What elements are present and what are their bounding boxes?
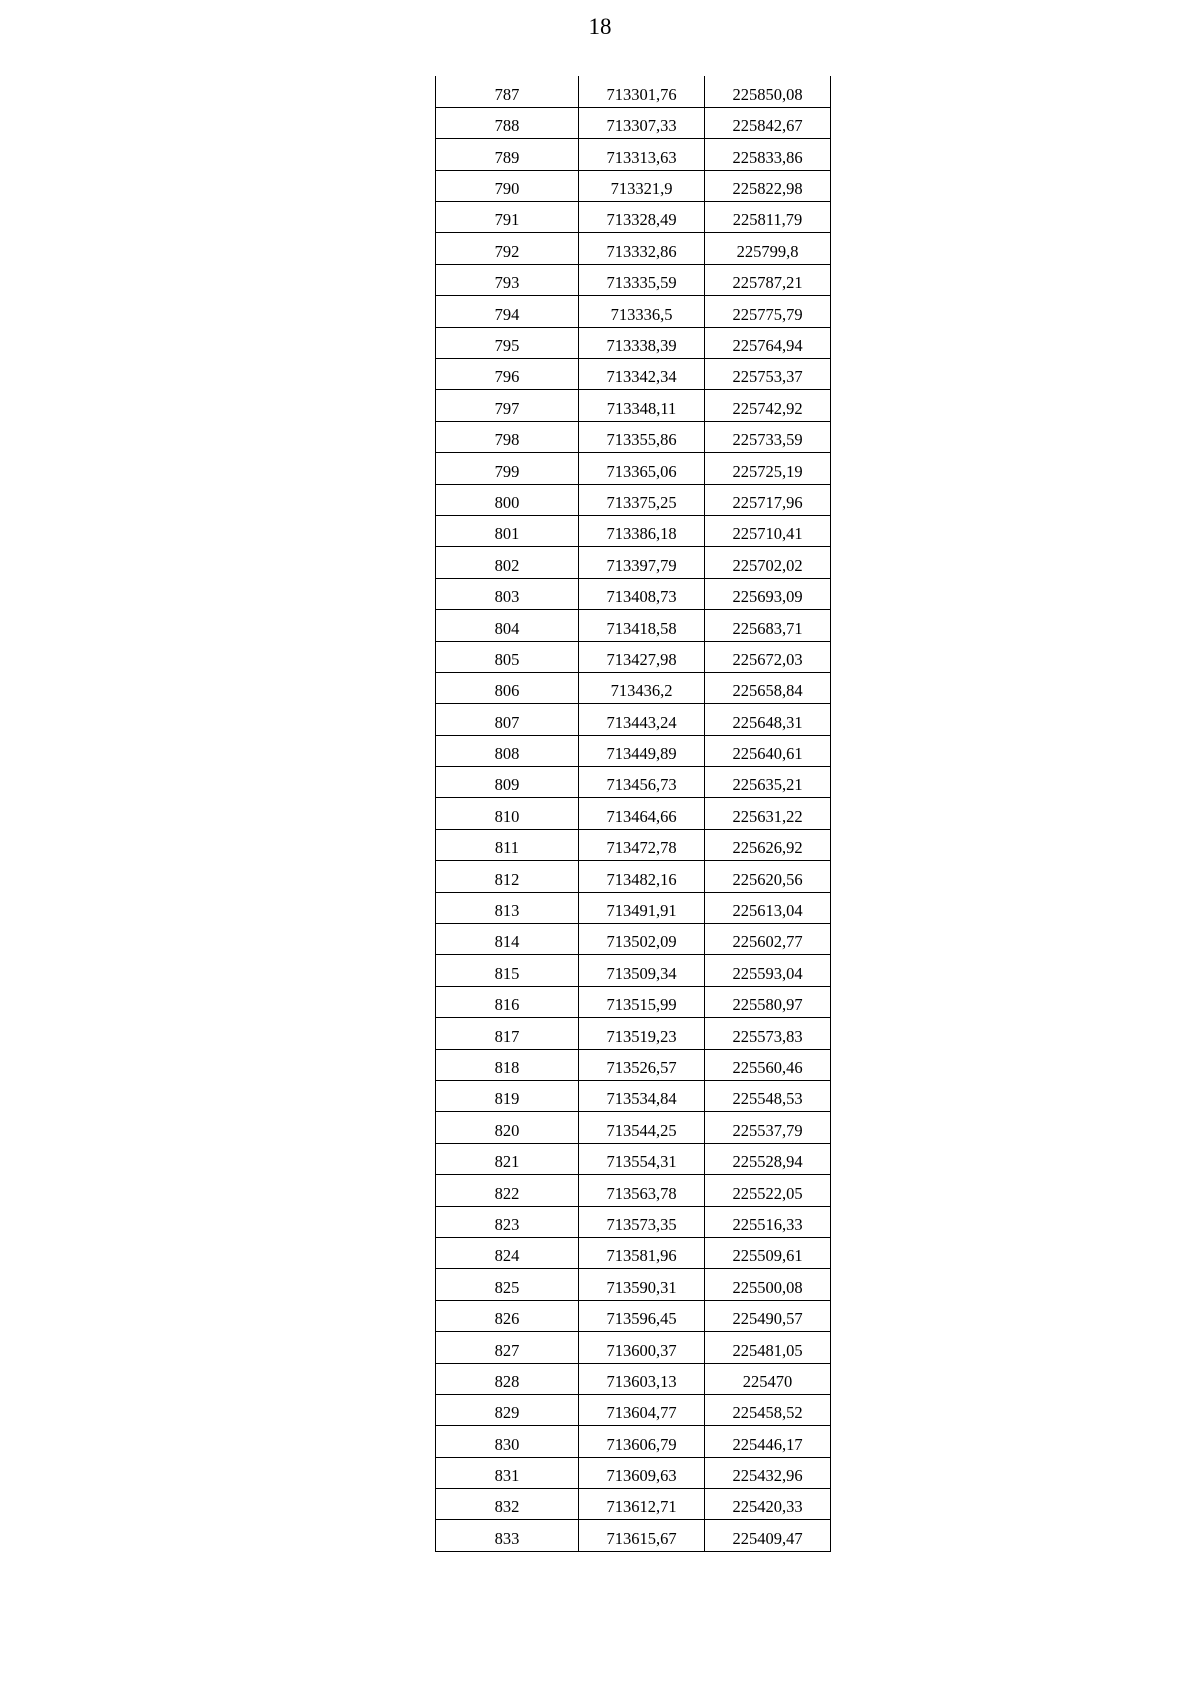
table-row [436,296,831,327]
table-row [436,767,831,798]
point-number-cell: 788 [436,107,579,138]
point-number-cell: 813 [436,892,579,923]
table-row [436,1018,831,1049]
x-coordinate-cell: 713342,34 [579,359,705,390]
point-number-cell: 792 [436,233,579,264]
point-number-cell: 831 [436,1457,579,1488]
x-coordinate-cell: 713519,23 [579,1018,705,1049]
y-coordinate-cell: 225509,61 [705,1237,831,1268]
table-row [436,170,831,201]
point-number-cell: 800 [436,484,579,515]
x-coordinate-cell: 713509,34 [579,955,705,986]
y-coordinate-cell: 225799,8 [705,233,831,264]
x-coordinate-cell: 713534,84 [579,1081,705,1112]
table-row [436,264,831,295]
point-number-cell: 797 [436,390,579,421]
table-row [436,1143,831,1174]
y-coordinate-cell: 225620,56 [705,861,831,892]
table-row [436,1394,831,1425]
table-row [436,421,831,452]
x-coordinate-cell: 713328,49 [579,202,705,233]
y-coordinate-cell: 225787,21 [705,264,831,295]
table-row [436,1081,831,1112]
y-coordinate-cell: 225560,46 [705,1049,831,1080]
point-number-cell: 818 [436,1049,579,1080]
table-row [436,1332,831,1363]
y-coordinate-cell: 225733,59 [705,421,831,452]
x-coordinate-cell: 713436,2 [579,672,705,703]
table-row [436,1300,831,1331]
point-number-cell: 829 [436,1394,579,1425]
point-number-cell: 820 [436,1112,579,1143]
y-coordinate-cell: 225446,17 [705,1426,831,1457]
y-coordinate-cell: 225725,19 [705,453,831,484]
y-coordinate-cell: 225490,57 [705,1300,831,1331]
x-coordinate-cell: 713336,5 [579,296,705,327]
point-number-cell: 812 [436,861,579,892]
point-number-cell: 790 [436,170,579,201]
point-number-cell: 798 [436,421,579,452]
y-coordinate-cell: 225573,83 [705,1018,831,1049]
table-row [436,1175,831,1206]
point-number-cell: 787 [436,76,579,107]
x-coordinate-cell: 713502,09 [579,924,705,955]
x-coordinate-cell: 713335,59 [579,264,705,295]
y-coordinate-cell: 225693,09 [705,578,831,609]
y-coordinate-cell: 225648,31 [705,704,831,735]
y-coordinate-cell: 225658,84 [705,672,831,703]
y-coordinate-cell: 225635,21 [705,767,831,798]
y-coordinate-cell: 225432,96 [705,1457,831,1488]
table-row [436,861,831,892]
x-coordinate-cell: 713464,66 [579,798,705,829]
point-number-cell: 832 [436,1489,579,1520]
table-row [436,672,831,703]
point-number-cell: 806 [436,672,579,703]
x-coordinate-cell: 713449,89 [579,735,705,766]
table-row [436,1457,831,1488]
x-coordinate-cell: 713573,35 [579,1206,705,1237]
y-coordinate-cell: 225710,41 [705,515,831,546]
x-coordinate-cell: 713491,91 [579,892,705,923]
point-number-cell: 799 [436,453,579,484]
y-coordinate-cell: 225811,79 [705,202,831,233]
x-coordinate-cell: 713596,45 [579,1300,705,1331]
table-row [436,359,831,390]
x-coordinate-cell: 713526,57 [579,1049,705,1080]
x-coordinate-cell: 713307,33 [579,107,705,138]
y-coordinate-cell: 225683,71 [705,610,831,641]
x-coordinate-cell: 713397,79 [579,547,705,578]
x-coordinate-cell: 713365,06 [579,453,705,484]
point-number-cell: 816 [436,986,579,1017]
point-number-cell: 793 [436,264,579,295]
table-row [436,547,831,578]
point-number-cell: 803 [436,578,579,609]
point-number-cell: 796 [436,359,579,390]
x-coordinate-cell: 713355,86 [579,421,705,452]
point-number-cell: 805 [436,641,579,672]
table-row [436,892,831,923]
y-coordinate-cell: 225420,33 [705,1489,831,1520]
point-number-cell: 824 [436,1237,579,1268]
point-number-cell: 826 [436,1300,579,1331]
table-row [436,1426,831,1457]
point-number-cell: 789 [436,139,579,170]
point-number-cell: 819 [436,1081,579,1112]
point-number-cell: 815 [436,955,579,986]
point-number-cell: 823 [436,1206,579,1237]
y-coordinate-cell: 225522,05 [705,1175,831,1206]
x-coordinate-cell: 713348,11 [579,390,705,421]
y-coordinate-cell: 225528,94 [705,1143,831,1174]
x-coordinate-cell: 713301,76 [579,76,705,107]
y-coordinate-cell: 225470 [705,1363,831,1394]
y-coordinate-cell: 225537,79 [705,1112,831,1143]
x-coordinate-cell: 713590,31 [579,1269,705,1300]
table-row [436,735,831,766]
x-coordinate-cell: 713600,37 [579,1332,705,1363]
table-row [436,1520,831,1551]
table-row [436,484,831,515]
point-number-cell: 821 [436,1143,579,1174]
point-number-cell: 808 [436,735,579,766]
table-row [436,924,831,955]
point-number-cell: 804 [436,610,579,641]
point-number-cell: 830 [436,1426,579,1457]
point-number-cell: 833 [436,1520,579,1551]
table-row [436,327,831,358]
table-row [436,829,831,860]
x-coordinate-cell: 713563,78 [579,1175,705,1206]
x-coordinate-cell: 713338,39 [579,327,705,358]
x-coordinate-cell: 713609,63 [579,1457,705,1488]
y-coordinate-cell: 225672,03 [705,641,831,672]
y-coordinate-cell: 225409,47 [705,1520,831,1551]
y-coordinate-cell: 225593,04 [705,955,831,986]
y-coordinate-cell: 225548,53 [705,1081,831,1112]
point-number-cell: 809 [436,767,579,798]
table-row [436,1237,831,1268]
y-coordinate-cell: 225702,02 [705,547,831,578]
table-row [436,1112,831,1143]
table-row [436,390,831,421]
point-number-cell: 802 [436,547,579,578]
coordinates-table-body [436,76,831,1551]
y-coordinate-cell: 225602,77 [705,924,831,955]
point-number-cell: 817 [436,1018,579,1049]
point-number-cell: 791 [436,202,579,233]
y-coordinate-cell: 225613,04 [705,892,831,923]
x-coordinate-cell: 713386,18 [579,515,705,546]
y-coordinate-cell: 225500,08 [705,1269,831,1300]
x-coordinate-cell: 713408,73 [579,578,705,609]
x-coordinate-cell: 713375,25 [579,484,705,515]
x-coordinate-cell: 713418,58 [579,610,705,641]
x-coordinate-cell: 713321,9 [579,170,705,201]
y-coordinate-cell: 225626,92 [705,829,831,860]
point-number-cell: 827 [436,1332,579,1363]
y-coordinate-cell: 225833,86 [705,139,831,170]
x-coordinate-cell: 713332,86 [579,233,705,264]
table-row [436,1363,831,1394]
point-number-cell: 822 [436,1175,579,1206]
y-coordinate-cell: 225775,79 [705,296,831,327]
coordinates-table [435,76,831,1552]
table-row [436,107,831,138]
table-row [436,139,831,170]
x-coordinate-cell: 713443,24 [579,704,705,735]
x-coordinate-cell: 713603,13 [579,1363,705,1394]
table-row [436,955,831,986]
y-coordinate-cell: 225580,97 [705,986,831,1017]
point-number-cell: 810 [436,798,579,829]
point-number-cell: 807 [436,704,579,735]
table-row [436,610,831,641]
table-row [436,704,831,735]
x-coordinate-cell: 713554,31 [579,1143,705,1174]
y-coordinate-cell: 225753,37 [705,359,831,390]
table-row [436,1489,831,1520]
point-number-cell: 801 [436,515,579,546]
y-coordinate-cell: 225822,98 [705,170,831,201]
table-row [436,1049,831,1080]
table-row [436,641,831,672]
table-row [436,798,831,829]
y-coordinate-cell: 225717,96 [705,484,831,515]
y-coordinate-cell: 225481,05 [705,1332,831,1363]
point-number-cell: 825 [436,1269,579,1300]
point-number-cell: 795 [436,327,579,358]
point-number-cell: 828 [436,1363,579,1394]
table-row [436,202,831,233]
point-number-cell: 811 [436,829,579,860]
x-coordinate-cell: 713313,63 [579,139,705,170]
point-number-cell: 794 [436,296,579,327]
table-row [436,453,831,484]
x-coordinate-cell: 713456,73 [579,767,705,798]
y-coordinate-cell: 225631,22 [705,798,831,829]
x-coordinate-cell: 713612,71 [579,1489,705,1520]
table-row [436,76,831,107]
table-row [436,233,831,264]
y-coordinate-cell: 225742,92 [705,390,831,421]
table-row [436,1206,831,1237]
x-coordinate-cell: 713472,78 [579,829,705,860]
x-coordinate-cell: 713606,79 [579,1426,705,1457]
x-coordinate-cell: 713482,16 [579,861,705,892]
y-coordinate-cell: 225516,33 [705,1206,831,1237]
x-coordinate-cell: 713544,25 [579,1112,705,1143]
x-coordinate-cell: 713427,98 [579,641,705,672]
table-row [436,1269,831,1300]
x-coordinate-cell: 713604,77 [579,1394,705,1425]
y-coordinate-cell: 225640,61 [705,735,831,766]
table-row [436,515,831,546]
y-coordinate-cell: 225850,08 [705,76,831,107]
page-number: 18 [588,14,612,39]
y-coordinate-cell: 225458,52 [705,1394,831,1425]
x-coordinate-cell: 713615,67 [579,1520,705,1551]
table-row [436,986,831,1017]
y-coordinate-cell: 225842,67 [705,107,831,138]
point-number-cell: 814 [436,924,579,955]
x-coordinate-cell: 713581,96 [579,1237,705,1268]
y-coordinate-cell: 225764,94 [705,327,831,358]
table-row [436,578,831,609]
x-coordinate-cell: 713515,99 [579,986,705,1017]
